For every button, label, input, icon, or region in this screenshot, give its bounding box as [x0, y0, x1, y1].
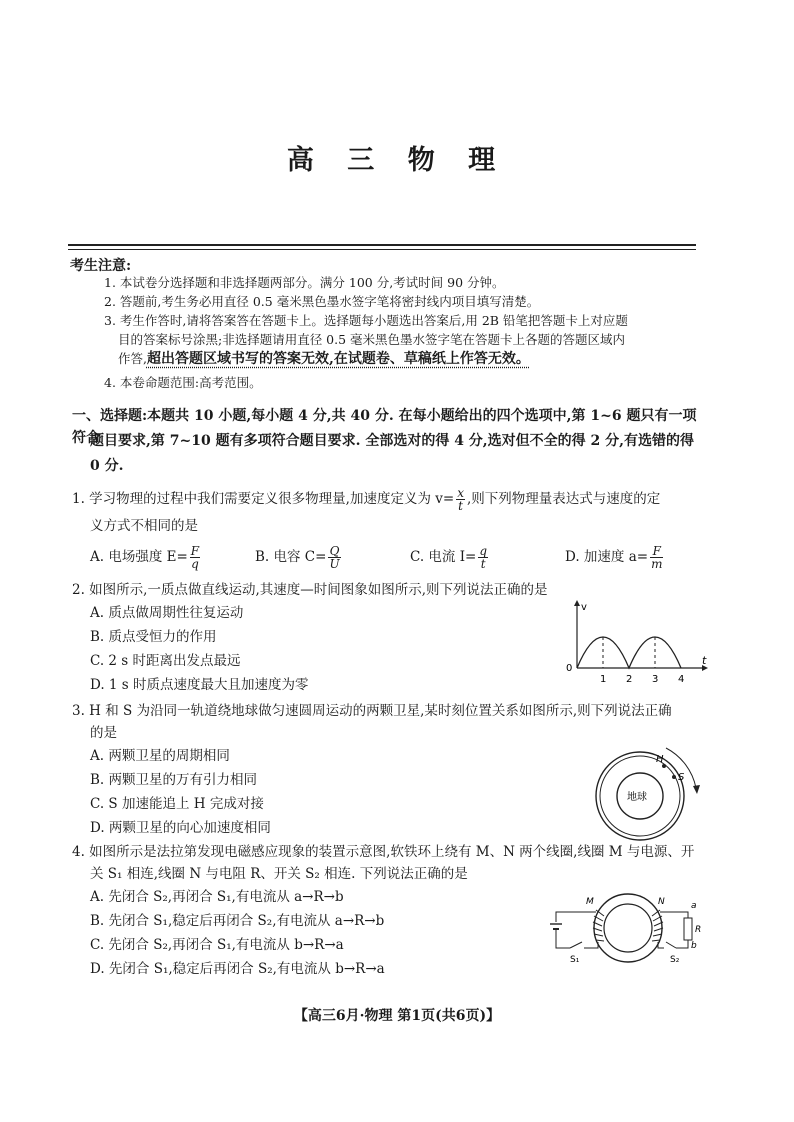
right-wire-top — [660, 912, 688, 918]
q3-option-c: C. S 加速能追上 H 完成对接 — [90, 796, 264, 812]
notice-item-1: 1. 本试卷分选择题和非选择题两部分。满分 100 分,考试时间 90 分钟。 — [104, 275, 505, 290]
q2-velocity-time-graph — [560, 598, 710, 688]
q1-stem-text: 1. 学习物理的过程中我们需要定义很多物理量,加速度定义为 v= — [72, 491, 455, 507]
fraction-numerator: x — [457, 486, 464, 500]
q2-option-b: B. 质点受恒力的作用 — [90, 629, 217, 645]
notice-item-3-warning: 超出答题区域书写的答案无效,在试题卷、草稿纸上作答无效。 — [146, 351, 530, 367]
fraction-denominator: m — [651, 557, 663, 571]
page-footer: 【高三6月·物理 第1页(共6页)】 — [293, 1008, 501, 1024]
left-wire-top — [556, 912, 596, 922]
satellite-h-label: H — [656, 754, 664, 765]
header-rule-thin — [68, 249, 696, 250]
notice-heading: 考生注意: — [70, 258, 132, 274]
switch-s1-label: S₁ — [570, 955, 580, 965]
coil-m-label: M — [586, 897, 594, 907]
q4-option-a: A. 先闭合 S₂,再闭合 S₁,有电流从 a→R→b — [90, 889, 344, 905]
q1-option-a — [90, 545, 202, 570]
q3-option-d: D. 两颗卫星的向心加速度相同 — [90, 820, 271, 836]
q4-stem-line-1: 4. 如图所示是法拉第发现电磁感应现象的装置示意图,软铁环上绕有 M、N 两个线圈,线圈 M 与电源、开 — [72, 844, 695, 860]
q2-option-a: A. 质点做周期性往复运动 — [90, 605, 244, 621]
option-fraction — [190, 545, 200, 570]
tick-2: 2 — [626, 674, 633, 685]
satellite-s — [672, 775, 676, 779]
earth-label: 地球 — [627, 792, 647, 803]
left-wire-bottom — [556, 929, 570, 948]
q4-stem-line-2: 关 S₁ 相连,线圈 N 与电阻 R、开关 S₂ 相连. 下列说法正确的是 — [90, 866, 468, 882]
q3-stem-line-2: 的是 — [90, 725, 117, 741]
q1-definition-fraction — [456, 487, 465, 512]
v-axis-label: v — [581, 602, 587, 613]
switch-s1 — [570, 942, 582, 948]
option-fraction — [478, 545, 488, 570]
fraction-denominator: q — [191, 557, 199, 571]
motion-arrowhead — [693, 785, 700, 794]
fraction-denominator: U — [329, 557, 340, 571]
fraction-numerator: F — [650, 545, 663, 558]
q2-stem: 2. 如图所示,一质点做直线运动,其速度—时间图象如图所示,则下列说法正确的是 — [72, 582, 548, 598]
notice-item-4: 4. 本卷命题范围:高考范围。 — [104, 375, 262, 390]
header-rule-thick — [68, 244, 696, 246]
tick-3: 3 — [652, 674, 659, 685]
fraction-denominator: t — [458, 499, 463, 513]
question-1-stem — [72, 487, 702, 512]
terminal-b-label: b — [691, 941, 697, 951]
section-1-line-3: 0 分. — [90, 458, 124, 474]
resistor-label: R — [695, 925, 702, 935]
q4-faraday-ring-figure — [546, 886, 706, 970]
option-label: D. 加速度 a= — [565, 549, 649, 565]
section-1-line-1: 一、选择题:本题共 10 小题,每小题 4 分,共 40 分. 在每小题给出的四个选项中,第 1~6 题只有一项符合 — [72, 408, 697, 446]
notice-item-2: 2. 答题前,考生务必用直径 0.5 毫米黑色墨水签字笔将密封线内项目填写清楚。 — [104, 294, 540, 309]
coil-n-label: N — [658, 897, 665, 907]
q1-option-c — [410, 545, 490, 570]
q3-option-b: B. 两颗卫星的万有引力相同 — [90, 772, 258, 788]
q3-option-a: A. 两颗卫星的周期相同 — [90, 748, 230, 764]
tick-4: 4 — [678, 674, 685, 685]
switch-s2 — [666, 942, 676, 948]
option-label: B. 电容 C= — [255, 549, 327, 565]
q1-option-b — [255, 545, 343, 570]
t-axis-label: t — [702, 654, 707, 667]
q4-option-d: D. 先闭合 S₁,稳定后再闭合 S₂,有电流从 b→R→a — [90, 961, 385, 977]
option-fraction — [650, 545, 663, 570]
fraction-numerator: Q — [329, 544, 340, 558]
q4-option-c: C. 先闭合 S₂,再闭合 S₁,有电流从 b→R→a — [90, 937, 344, 953]
tick-1: 1 — [600, 674, 607, 685]
fraction-numerator: F — [190, 544, 200, 558]
q3-satellite-orbit-figure — [578, 738, 710, 846]
option-label: A. 电场强度 E= — [90, 549, 188, 565]
terminal-a-label: a — [691, 901, 697, 911]
right-wire-bottom — [676, 940, 688, 948]
option-label: C. 电流 I= — [410, 549, 477, 565]
option-fraction — [328, 545, 340, 570]
q1-stem-text-end: ,则下列物理量表达式与速度的定 — [466, 491, 661, 507]
resistor-r — [684, 918, 692, 940]
q1-option-d — [565, 545, 665, 570]
q3-stem-line-1: 3. H 和 S 为沿同一轨道绕地球做匀速圆周运动的两颗卫星,某时刻位置关系如图所示,则下列说法正确 — [72, 703, 672, 719]
left-wire-return — [584, 942, 598, 948]
fraction-denominator: t — [480, 557, 486, 571]
v-axis-arrow — [574, 600, 580, 606]
q2-option-c: C. 2 s 时距离出发点最远 — [90, 653, 241, 669]
switch-s2-label: S₂ — [670, 955, 680, 965]
notice-item-3-start: 作答, — [118, 351, 147, 366]
iron-ring-inner — [604, 904, 652, 952]
origin-label: 0 — [566, 663, 573, 674]
q4-option-b: B. 先闭合 S₁,稳定后再闭合 S₂,有电流从 a→R→b — [90, 913, 385, 929]
q2-option-d: D. 1 s 时质点速度最大且加速度为零 — [90, 677, 309, 693]
satellite-s-label: S — [678, 772, 685, 783]
velocity-curve — [577, 637, 681, 668]
fraction-numerator: q — [479, 544, 488, 558]
notice-item-3-line-3 — [118, 349, 698, 369]
section-1-line-2: 题目要求,第 7~10 题有多项符合题目要求. 全部选对的得 4 分,选对但不全的得 2 分,有选错的得 — [90, 433, 695, 449]
q1-stem-line-2: 义方式不相同的是 — [90, 518, 198, 534]
page-title: 高 三 物 理 — [286, 145, 508, 176]
notice-item-3-line-1: 3. 考生作答时,请将答案答在答题卡上。选择题每小题选出答案后,用 2B 铅笔把答题卡上对应题 — [104, 313, 628, 328]
notice-item-3-line-2: 目的答案标号涂黑;非选择题请用直径 0.5 毫米黑色墨水签字笔在答题卡上各题的答题区域内 — [118, 332, 626, 347]
